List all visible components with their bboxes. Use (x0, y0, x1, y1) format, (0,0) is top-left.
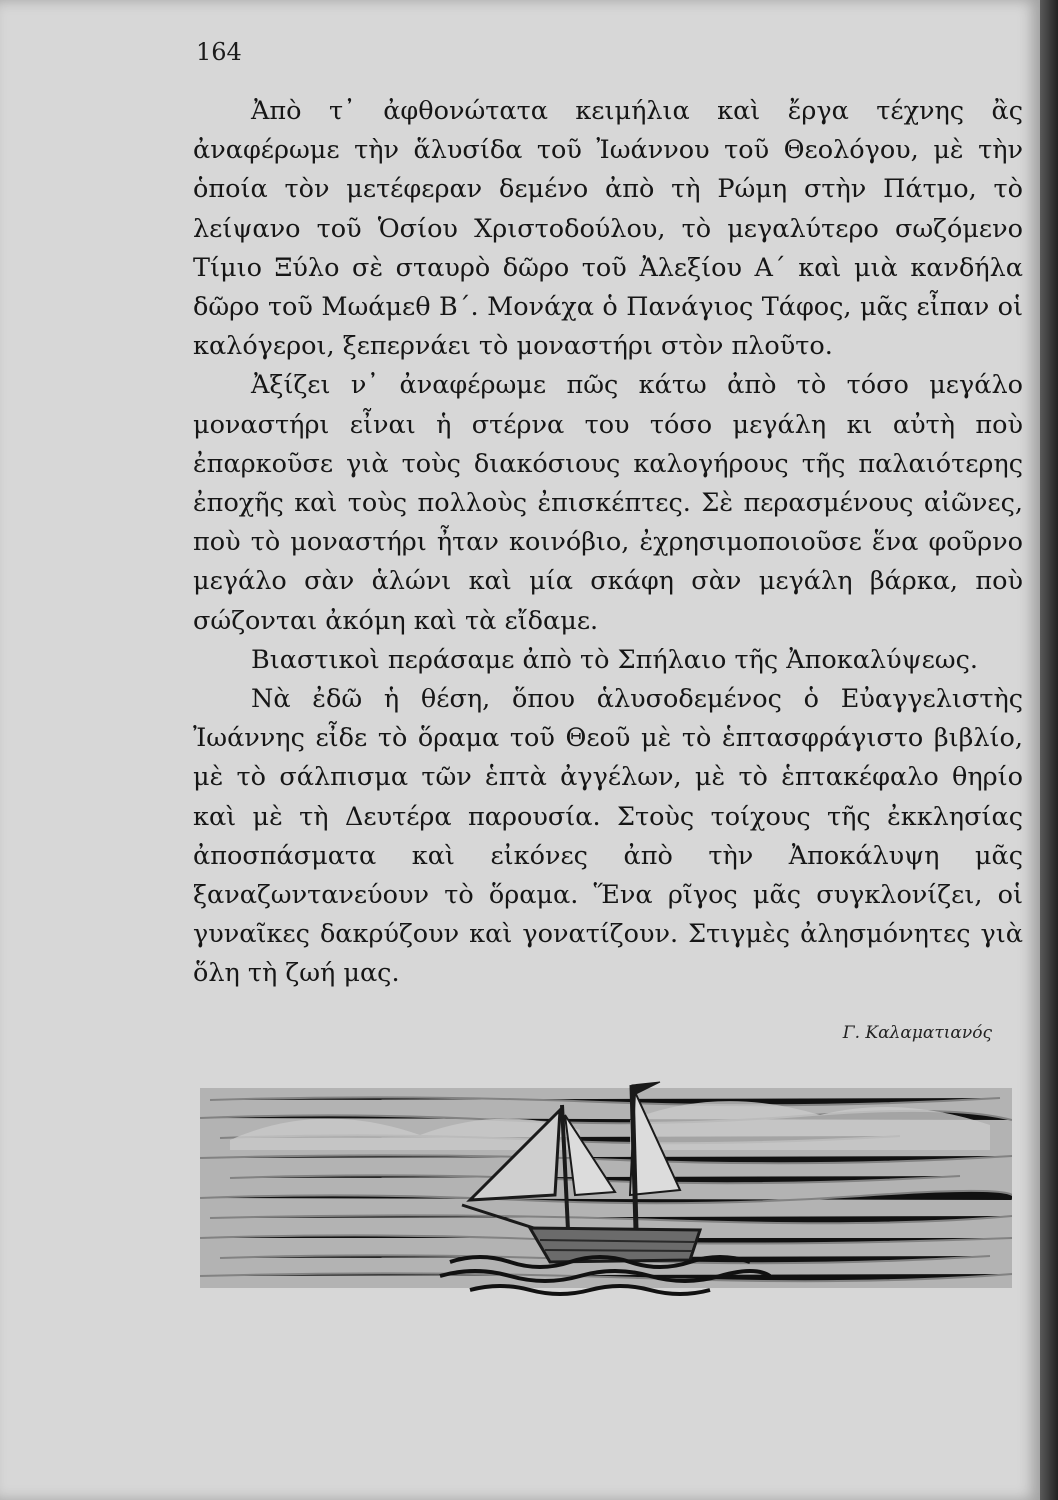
paragraph-3: Βιαστικοὶ περάσαμε ἀπὸ τὸ Σπήλαιο τῆς Ἀποκαλύψεως. (251, 644, 978, 675)
author-signature: Γ. Καλαματιανός (842, 1023, 992, 1043)
paragraph-2: Ἀξίζει ν᾿ ἀναφέρωμε πῶς κάτω ἀπὸ τὸ τόσο μεγάλο μοναστήρι εἶναι ἡ στέρνα του τόσο μεγάλη κι αὐτὴ ποὺ ἐπαρκοῦσε γιὰ τοὺς διακόσιους καλογήρους τῆς παλαιότερης ἐποχῆς καὶ τοὺς πολλοὺς ἐπισκέπτες. Σὲ περασμένους αἰῶνες, ποὺ τὸ μοναστήρι ἦταν κοινόβιο, ἐχρησιμοποιοῦσε ἕνα φοῦρνο μεγάλο σὰν ἁλώνι καὶ μία σκάφη σὰν μεγάλη βάρκα, ποὺ σώζονται ἀκόμη καὶ τὰ εἴδαμε. (193, 370, 1023, 636)
paragraph-4: Νὰ ἐδῶ ἡ θέση, ὅπου ἁλυσοδεμένος ὁ Εὐαγγελιστὴς Ἰωάννης εἶδε τὸ ὅραμα τοῦ Θεοῦ μὲ τὸ ἑπτασφράγιστο βιβλίο, μὲ τὸ σάλπισμα τῶν ἑπτὰ ἀγγέλων, μὲ τὸ ἑπτακέφαλο θηρίο καὶ μὲ τὴ Δευτέρα παρουσία. Στοὺς τοίχους τῆς ἐκκλησίας ἀποσπάσματα καὶ εἰκόνες ἀπὸ τὴν Ἀποκάλυψη μᾶς ξαναζωντανεύουν τὸ ὅραμα. Ἕνα ρῖγος μᾶς συγκλονίζει, οἱ γυναῖκες δακρύζουν καὶ γονατίζουν. Στιγμὲς ἀλησμόνητες γιὰ ὅλη τὴ ζωή μας. (193, 684, 1023, 989)
paragraph-1: Ἀπὸ τ᾿ ἀφθονώτατα κειμήλια καὶ ἔργα τέχνης ἂς ἀναφέρωμε τὴν ἅλυσίδα τοῦ Ἰωάννου τοῦ Θεολόγου, μὲ τὴν ὁποία τὸν μετέφεραν δεμένο ἀπὸ τὴ Ρώμη στὴν Πάτμο, τὸ λείψανο τοῦ Ὁσίου Χριστοδούλου, τὸ μεγαλύτερο σωζόμενο Τίμιο Ξύλο σὲ σταυρὸ δῶρο τοῦ Ἀλεξίου Α΄ καὶ μιὰ κανδήλα δῶρο τοῦ Μωάμεθ Β΄. Μονάχα ὁ Πανάγιος Τάφος, μᾶς εἶπαν οἱ καλόγεροι, ξεπερνάει τὸ μοναστήρι στὸν πλοῦτο. (193, 96, 1023, 362)
book-spine-shadow (1040, 0, 1058, 1500)
ship-woodcut-illustration (200, 1080, 1012, 1310)
page-number: 164 (196, 38, 242, 66)
body-text (193, 92, 1023, 994)
